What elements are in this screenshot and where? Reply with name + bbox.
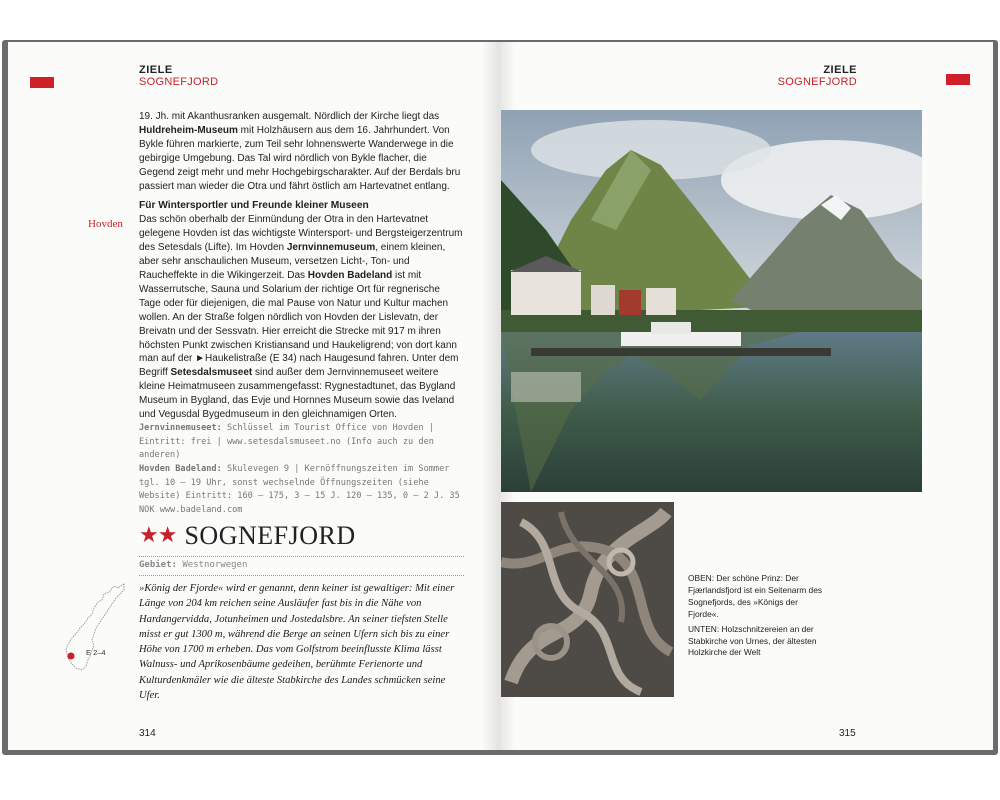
bold-term: Hovden Badeland bbox=[307, 269, 393, 281]
intro-text: »König der Fjorde« wird er genannt, denn keiner ist gewaltiger: Mit einer Länge von 204 km reichen seine Ausläufer fast bis in die Nähe von Hardangervidda, Jotunheimen und Jostedalsbre. An seiner tiefsten Stelle misst er gut 1300 m, während die Berge an seinen Ufern sich bis zu einer Höhe von 1700 m erheben. Das vom Golfstrom beeinflusste Klima lässt Walnuss- und Aprikosenbäume gedeihen, berühmte Ferienorte und Kulturdenkmäler wie die älteste Stabkirche des Landes schmücken seine Ufer. bbox=[139, 583, 455, 702]
dotted-divider bbox=[139, 556, 464, 557]
body-text bbox=[139, 110, 464, 518]
caption-top: OBEN: Der schöne Prinz: Der Fjærlandsfjord ist ein Seitenarm des Sognefjords, des »Königs der Fjorde«. bbox=[688, 573, 823, 619]
page-number: 314 bbox=[139, 728, 156, 739]
running-head bbox=[139, 64, 218, 88]
fjord-photo bbox=[501, 110, 922, 492]
running-head bbox=[778, 64, 857, 88]
running-head-subtitle: SOGNEFJORD bbox=[139, 76, 219, 88]
red-tab-marker bbox=[946, 74, 970, 85]
woodcarving-photo bbox=[501, 502, 674, 697]
running-head-subtitle: SOGNEFJORD bbox=[777, 76, 857, 88]
running-head-title: ZIELE bbox=[139, 64, 173, 76]
paragraph: 19. Jh. mit Akanthusranken ausgemalt. Nördlich der Kirche liegt das Huldreheim-Museum mit Holzhäusern aus dem 16. Jahrhundert. Von Bykle führen markierte, zum Teil sehr lohnenswerte Wanderwege in die gebirgige Umgebung. Das Tal wird nördlich von Bykle flacher, die Gegend zeigt mehr und mehr Hochgebirgscharakter. Auf der Berdals bru passiert man wieder die Otra und fährt östlich am Hartevatnet entlang. bbox=[139, 111, 461, 192]
red-tab-marker bbox=[30, 77, 54, 88]
running-head-title: ZIELE bbox=[823, 64, 857, 76]
margin-label-hovden: Hovden bbox=[88, 218, 123, 230]
right-page bbox=[500, 42, 993, 750]
bold-term: Jernvinnemuseum bbox=[286, 242, 376, 254]
photo-caption bbox=[688, 573, 828, 662]
bold-term: Setesdalsmuseet bbox=[170, 367, 253, 379]
info-block: Hovden Badeland: Skulevegen 9 | Kernöffnungszeiten im Sommer tgl. 10 – 19 Uhr, sonst wechselnde Öffnungszeiten (siehe Website) Eintritt: 160 – 175, 3 – 15 J. 120 – 135, 0 – 2 J. 35 NOK www.badeland.com bbox=[139, 464, 460, 516]
gutter-shadow bbox=[482, 42, 500, 750]
section-title: SOGNEFJORD bbox=[184, 521, 356, 550]
map-grid-label: E 2–4 bbox=[86, 648, 106, 657]
subheading: Für Wintersportler und Freunde kleiner Museen bbox=[139, 200, 369, 212]
section-heading bbox=[139, 519, 464, 553]
caption-bottom: UNTEN: Holzschnitzereien an der Stabkirche von Urnes, der ältesten Holzkirche der Welt bbox=[688, 623, 817, 658]
region-line: Gebiet: Westnorwegen bbox=[139, 560, 248, 570]
page-number: 315 bbox=[839, 728, 856, 739]
dotted-divider bbox=[139, 575, 464, 576]
paragraph: Das schön oberhalb der Einmündung der Otra in den Hartevatnet gelegene Hovden ist das wichtigste Wintersport- und Bergsteigerzentrum des Setesdals (Lifte). Im Hovden Jernvinnemuseum, einem kleinen, aber sehr anschaulichen Museum, versetzen Licht-, Ton- und Raucheffekte in die Wikingerzeit. Das Hovden Badeland ist mit Wasserrutsche, Sauna und Solarium der richtige Ort für regnerische Tage oder für diejenigen, die mal Pause von Natur und Kultur machen wollen. An der Straße folgen nördlich von Hovden der Lislevatn, der Breivatn und der Sessvatn. Hier erreicht die Strecke mit 917 m ihren höchsten Punkt zwischen Kristiansand und Haukeligrend; von dort kann man auf der ►Haukelistraße (E 34) nach Haugesund fahren. Unter dem Begriff Setesdalsmuseet sind außer dem Jernvinnemuseet weitere kleine Heimatmuseen zusammengefasst: Rygnestadtunet, das Bygland Museum in Bygland, das Evje und Hornnes Museum sowie das Iveland und Vegusdal Bygedmuseum in den gleichnamigen Orten. bbox=[139, 214, 463, 421]
info-block: Jernvinnemuseet: Schlüssel im Tourist Office von Hovden | Eintritt: frei | www.setesdalsmuseet.no (Info auch zu den anderen) bbox=[139, 422, 434, 461]
rating-stars: ★★ bbox=[139, 523, 177, 548]
left-page bbox=[8, 42, 501, 750]
bold-term: Huldreheim-Museum bbox=[139, 124, 238, 136]
norway-map-icon bbox=[54, 580, 132, 676]
